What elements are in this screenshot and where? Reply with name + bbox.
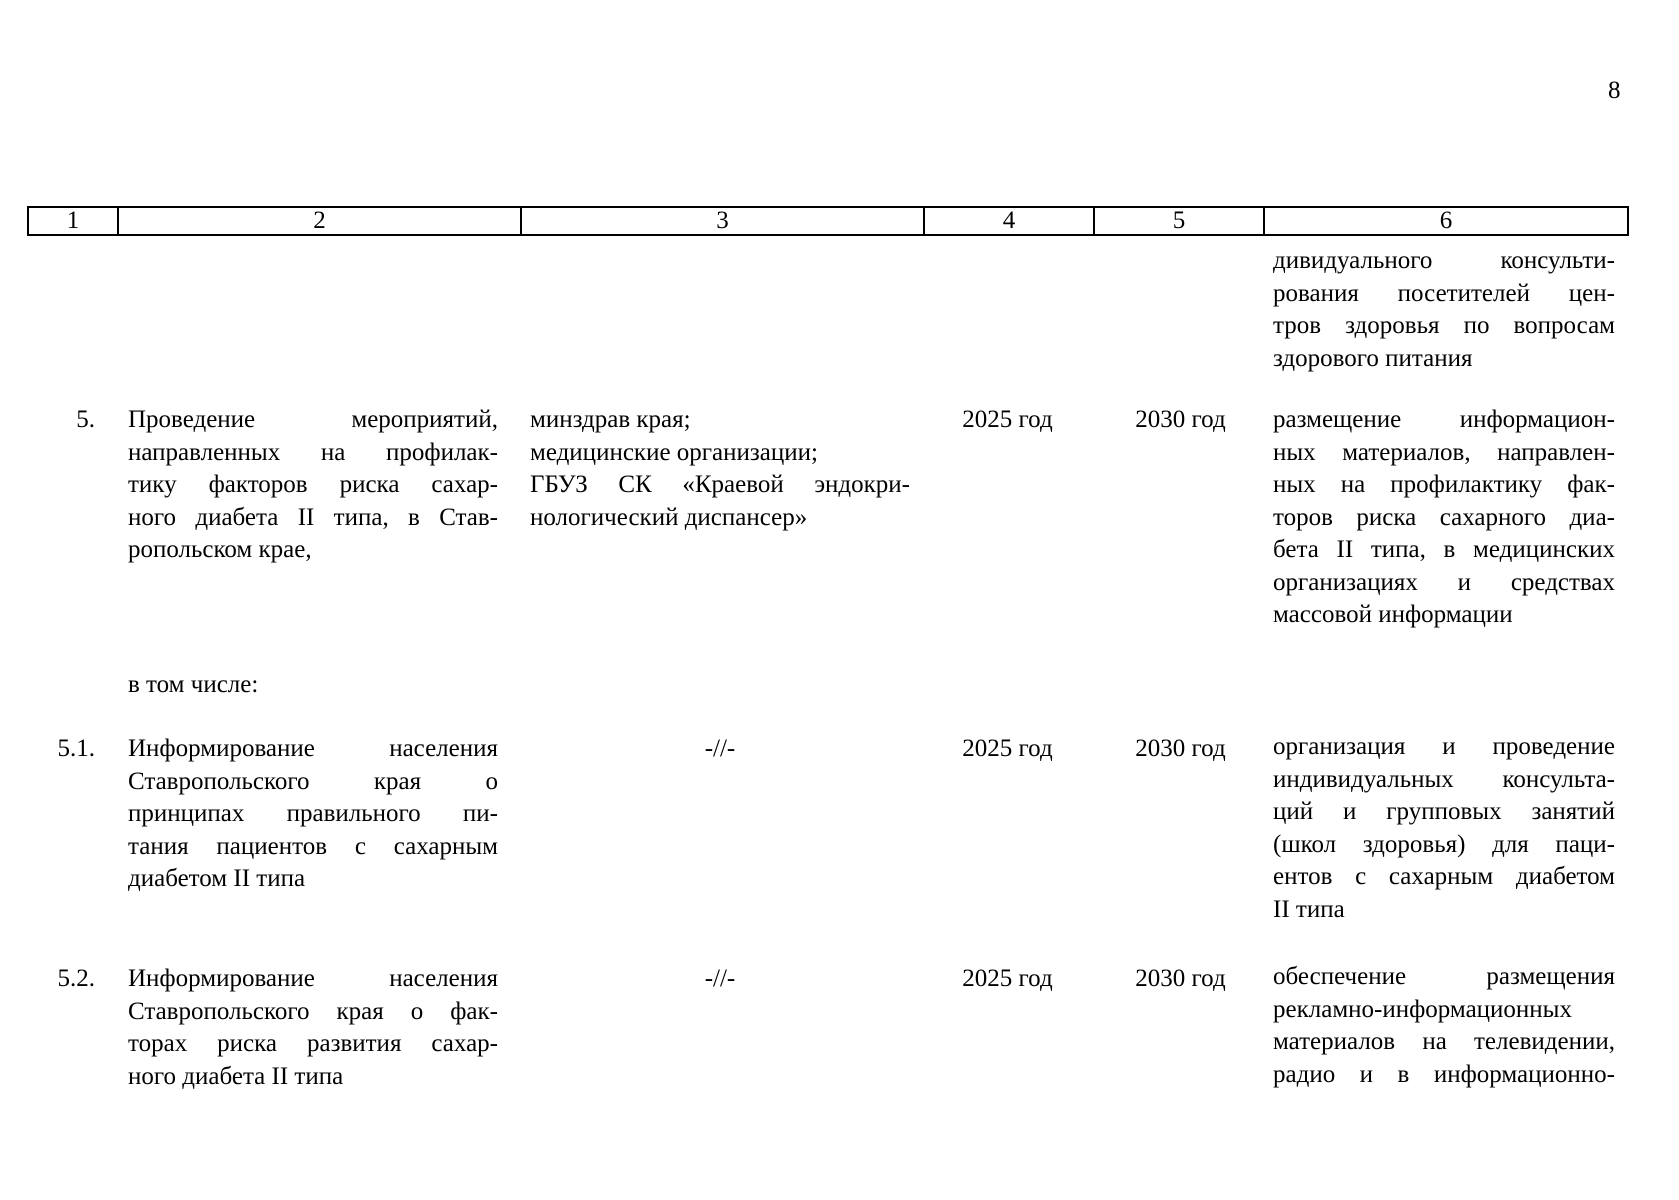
text-line: радио и в информационно-	[1273, 1060, 1615, 1088]
page-number: 8	[1608, 77, 1621, 104]
column-header-5: 5	[1095, 208, 1265, 234]
text-line: ных на профилактику фак-	[1273, 471, 1615, 498]
text-line: ций и групповых занятий	[1273, 798, 1615, 825]
row-number: 5.2.	[57, 965, 95, 992]
row-number: 5.1.	[57, 735, 95, 762]
text-line: здорового питания	[1273, 344, 1473, 372]
responsible-cell: -//-	[704, 735, 736, 762]
text-line: ропольском крае,	[128, 536, 312, 563]
text-line: диабетом II типа	[128, 865, 306, 892]
text-line: тания пациентов с сахарным	[128, 832, 498, 860]
text-line: дивидуального консульти-	[1273, 247, 1615, 274]
start-year-cell: 2025 год	[962, 965, 1053, 992]
text-line: организация и проведение	[1273, 733, 1615, 760]
text-line: тику факторов риска сахар-	[128, 471, 498, 498]
column-header-3: 3	[522, 208, 925, 234]
text-line: ных материалов, направлен-	[1273, 438, 1615, 466]
text-line: массовой информации	[1273, 601, 1513, 628]
text-line: тров здоровья по вопросам	[1273, 312, 1615, 339]
text-line: минздрав края;	[530, 406, 691, 433]
text-line: материалов на телевидении,	[1273, 1028, 1615, 1055]
text-line: торах риска развития сахар-	[128, 1030, 498, 1057]
expected-result-cell	[1273, 961, 1615, 1091]
activity-name-cell	[128, 963, 498, 1093]
start-year-cell: 2025 год	[962, 735, 1053, 762]
text-line: Ставропольского края о	[128, 767, 498, 795]
text-line: торов риска сахарного диа-	[1273, 503, 1615, 531]
text-line: бета II типа, в медицинских	[1273, 536, 1615, 563]
text-line: Информирование населения	[128, 965, 498, 992]
column-header-6: 6	[1439, 207, 1453, 234]
responsible-cell	[530, 404, 910, 534]
expected-result-cell	[1273, 731, 1615, 926]
end-year-cell: 2030 год	[1135, 735, 1226, 762]
text-line: нологический диспансер»	[530, 503, 808, 531]
text-line: индивидуальных консульта-	[1273, 765, 1615, 793]
table-header-row	[27, 206, 1629, 236]
text-line: ентов с сахарным диабетом	[1273, 863, 1615, 890]
responsible-cell: -//-	[704, 965, 736, 992]
activity-name-cell	[128, 404, 498, 567]
end-year-cell: 2030 год	[1135, 406, 1226, 433]
text-line: Проведение мероприятий,	[128, 406, 498, 433]
text-line: Информирование населения	[128, 735, 498, 762]
text-line: направленных на профилак-	[128, 438, 498, 466]
expected-result-cell	[1273, 404, 1615, 632]
text-line: размещение информацион-	[1273, 406, 1615, 433]
text-line: медицинские организации;	[530, 438, 818, 466]
start-year-cell: 2025 год	[962, 406, 1053, 433]
continuation-result-cell	[1273, 245, 1615, 375]
text-line: принципах правильного пи-	[128, 800, 498, 827]
text-line: рования посетителей цен-	[1273, 279, 1615, 307]
text-line: (школ здоровья) для паци-	[1273, 830, 1615, 858]
including-note: в том числе:	[128, 671, 259, 698]
text-line: ного диабета II типа	[128, 1062, 344, 1090]
text-line: ГБУЗ СК «Краевой эндокри-	[530, 471, 910, 498]
column-header-1: 1	[29, 208, 119, 234]
end-year-cell: 2030 год	[1135, 965, 1226, 992]
activity-name-cell	[128, 733, 498, 896]
column-header-2: 2	[119, 208, 522, 234]
column-header-4: 4	[925, 208, 1095, 234]
text-line: ного диабета II типа, в Став-	[128, 503, 498, 531]
text-line: рекламно-информационных	[1273, 995, 1572, 1023]
text-line: Ставропольского края о фак-	[128, 997, 498, 1025]
row-number: 5.	[76, 406, 95, 433]
text-line: обеспечение размещения	[1273, 963, 1615, 990]
text-line: II типа	[1273, 895, 1345, 923]
text-line: организациях и средствах	[1273, 568, 1615, 596]
